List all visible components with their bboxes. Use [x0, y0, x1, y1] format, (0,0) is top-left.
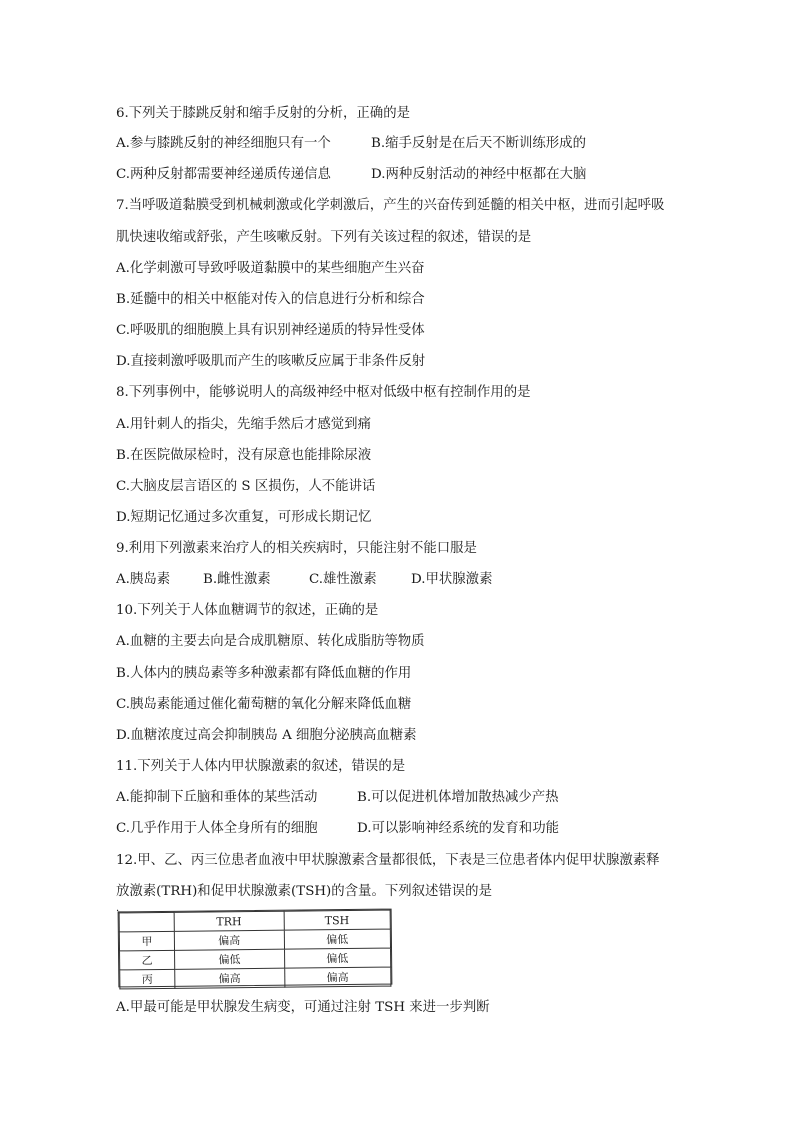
q7-stem-line2: 肌快速收缩或舒张，产生咳嗽反射。下列有关该过程的叙述，错误的是 [116, 230, 532, 245]
q11-option-a: A.能抑制下丘脑和垂体的某些活动 [116, 790, 318, 805]
q12-stem-line2: 放激素(TRH)和促甲状腺激素(TSH)的含量。下列叙述错误的是 [116, 884, 492, 899]
q8-option-a: A.用针刺人的指尖，先缩手然后才感觉到痛 [116, 417, 371, 432]
q11-option-d: D.可以影响神经系统的发育和功能 [357, 821, 559, 836]
q12-option-a: A.甲最可能是甲状腺发生病变，可通过注射 TSH 来进一步判断 [116, 1000, 490, 1015]
q10-option-d: D.血糖浓度过高会抑制胰岛 A 细胞分泌胰高血糖素 [116, 728, 417, 743]
q7-option-a: A.化学刺激可导致呼吸道黏膜中的某些细胞产生兴奋 [116, 261, 425, 276]
q9-option-b: B.雌性激素 [203, 572, 271, 587]
q7-option-c: C.呼吸肌的细胞膜上具有识别神经递质的特异性受体 [116, 323, 425, 338]
q6-option-b: B.缩手反射是在后天不断训练形成的 [371, 136, 586, 151]
table-cell: 偏低 [175, 949, 285, 969]
q10-option-c: C.胰岛素能通过催化葡萄糖的氧化分解来降低血糖 [116, 697, 412, 712]
q8-option-c: C.大脑皮层言语区的 S 区损伤，人不能讲话 [116, 479, 376, 494]
q12-stem-line1: 12.甲、乙、丙三位患者血液中甲状腺激素含量都很低，下表是三位患者体内促甲状腺激素释 [116, 853, 660, 868]
q6-option-a: A.参与膝跳反射的神经细胞只有一个 [116, 136, 331, 151]
stray-mark: · [116, 906, 120, 917]
q6-stem: 6.下列关于膝跳反射和缩手反射的分析，正确的是 [116, 106, 410, 121]
q6-option-c: C.两种反射都需要神经递质传递信息 [116, 167, 331, 182]
q11-stem: 11.下列关于人体内甲状腺激素的叙述，错误的是 [116, 759, 406, 774]
q7-stem-line1: 7.当呼吸道黏膜受到机械刺激或化学刺激后，产生的兴奋传到延髓的相关中枢，进而引起呼吸 [116, 198, 665, 213]
q8-option-b: B.在医院做尿检时，没有尿意也能排除尿液 [116, 448, 372, 463]
q9-stem: 9.利用下列激素来治疗人的相关疾病时，只能注射不能口服是 [116, 541, 477, 556]
q11-option-c: C.几乎作用于人体全身所有的细胞 [116, 821, 318, 836]
q8-stem: 8.下列事例中，能够说明人的高级神经中枢对低级中枢有控制作用的是 [116, 385, 531, 400]
q10-stem: 10.下列关于人体血糖调节的叙述，正确的是 [116, 603, 379, 618]
q10-option-b: B.人体内的胰岛素等多种激素都有降低血糖的作用 [116, 666, 412, 681]
table-cell: 偏低 [284, 929, 391, 949]
q11-option-b: B.可以促进机体增加散热减少产热 [357, 790, 559, 805]
table-header-cell [119, 912, 174, 932]
table-header-cell: TRH [174, 911, 284, 931]
q8-option-d: D.短期记忆通过多次重复，可形成长期记忆 [116, 510, 372, 525]
table-row [120, 967, 391, 989]
table-cell: 偏高 [174, 930, 284, 950]
hormone-table [118, 909, 393, 988]
q9-option-d: D.甲状腺激素 [411, 572, 493, 587]
q6-option-d: D.两种反射活动的神经中枢都在大脑 [371, 167, 587, 182]
table-row-label: 乙 [120, 950, 175, 970]
q7-option-d: D.直接刺激呼吸肌而产生的咳嗽反应属于非条件反射 [116, 354, 426, 369]
table-cell: 偏高 [175, 968, 285, 988]
table-header-cell: TSH [284, 910, 391, 930]
table-cell: 偏低 [284, 948, 391, 968]
table-cell: 偏高 [284, 967, 391, 987]
q9-option-c: C.雄性激素 [309, 572, 377, 587]
q10-option-a: A.血糖的主要去向是合成肌糖原、转化成脂肪等物质 [116, 634, 425, 649]
table-row-label: 甲 [119, 931, 174, 951]
q9-option-a: A.胰岛素 [116, 572, 171, 587]
table-row-label: 丙 [120, 969, 175, 989]
q7-option-b: B.延髓中的相关中枢能对传入的信息进行分析和综合 [116, 292, 425, 307]
